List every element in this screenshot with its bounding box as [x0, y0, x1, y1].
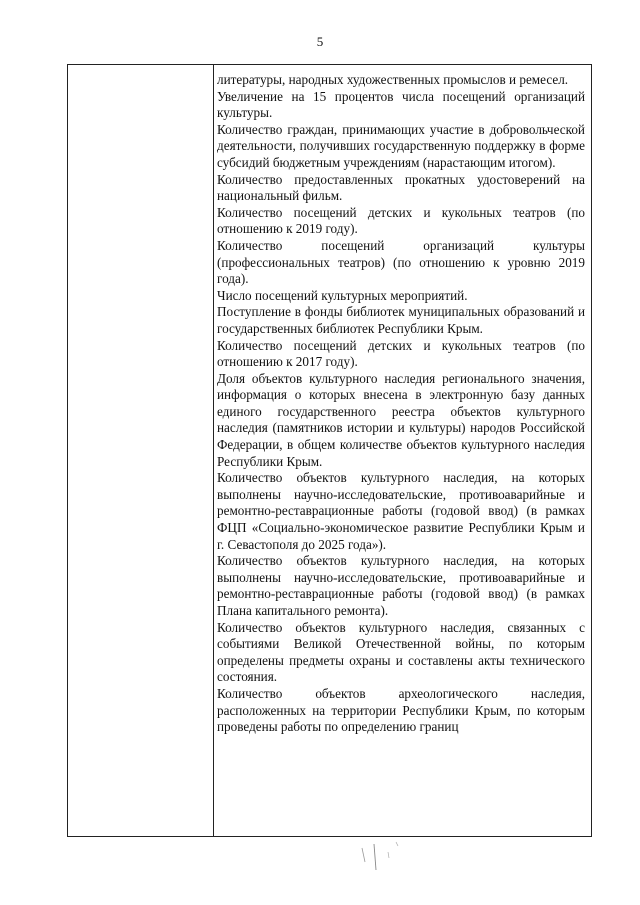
paragraph-8: Поступление в фонды библиотек муниципальных образований и государственных библиотек Республики Крым. [217, 304, 585, 336]
paragraph-2: Увеличение на 15 процентов числа посещений организаций культуры. [217, 88, 585, 121]
paragraph-10: Доля объектов культурного наследия регионального значения, информация о которых внесена в электронную базу данных единого государственного реестра объектов культурного наследия (памятников истории и культуры) народов Российской Федерации, в общем количестве объектов культурного наследия Республики Крым. [217, 370, 585, 469]
paragraph-7: Число посещений культурных мероприятий. [217, 287, 468, 303]
scan-artifact-marks [330, 840, 450, 880]
paragraph-12: Количество объектов культурного наследия, на которых выполнены научно-исследовательские, противоаварийные и ремонтно-реставрационные работы (годовой ввод) (в рамках Плана капитального ремонта). [217, 553, 585, 618]
paragraph-14: Количество объектов археологического наследия, расположенных на территории Республики Крым, по которым проведены работы по определению границ [217, 685, 585, 735]
paragraph-11: Количество объектов культурного наследия, на которых выполнены научно-исследовательские, противоаварийные и ремонтно-реставрационные работы (годовой ввод) (в рамках ФЦП «Социально-экономическое развитие Республики Крым и г. Севастополя до 2025 года»). [217, 470, 585, 552]
table-left-cell [68, 65, 214, 836]
paragraph-5: Количество посещений детских и кукольных театров (по отношению к 2019 году). [217, 204, 585, 237]
paragraph-3: Количество граждан, принимающих участие в добровольческой деятельности, получивших государственную поддержку в форме субсидий бюджетным учреждениям (нарастающим итогом). [217, 121, 585, 170]
paragraph-9: Количество посещений детских и кукольных театров (по отношению к 2017 году). [217, 337, 585, 370]
paragraph-13: Количество объектов культурного наследия, связанных с событиями Великой Отечественной войны, по которым определены предметы охраны и составлены акты технического состояния. [217, 619, 585, 685]
page-number: 5 [316, 34, 324, 49]
content-table [67, 64, 592, 837]
paragraph-4: Количество предоставленных прокатных удостоверений на национальный фильм. [217, 171, 585, 204]
paragraph-1: литературы, народных художественных промыслов и ремесел. [217, 72, 569, 87]
paragraph-6: Количество посещений организаций культуры (профессиональных театров) (по отношению к уровню 2019 года). [217, 237, 585, 287]
table-right-cell [214, 65, 591, 836]
